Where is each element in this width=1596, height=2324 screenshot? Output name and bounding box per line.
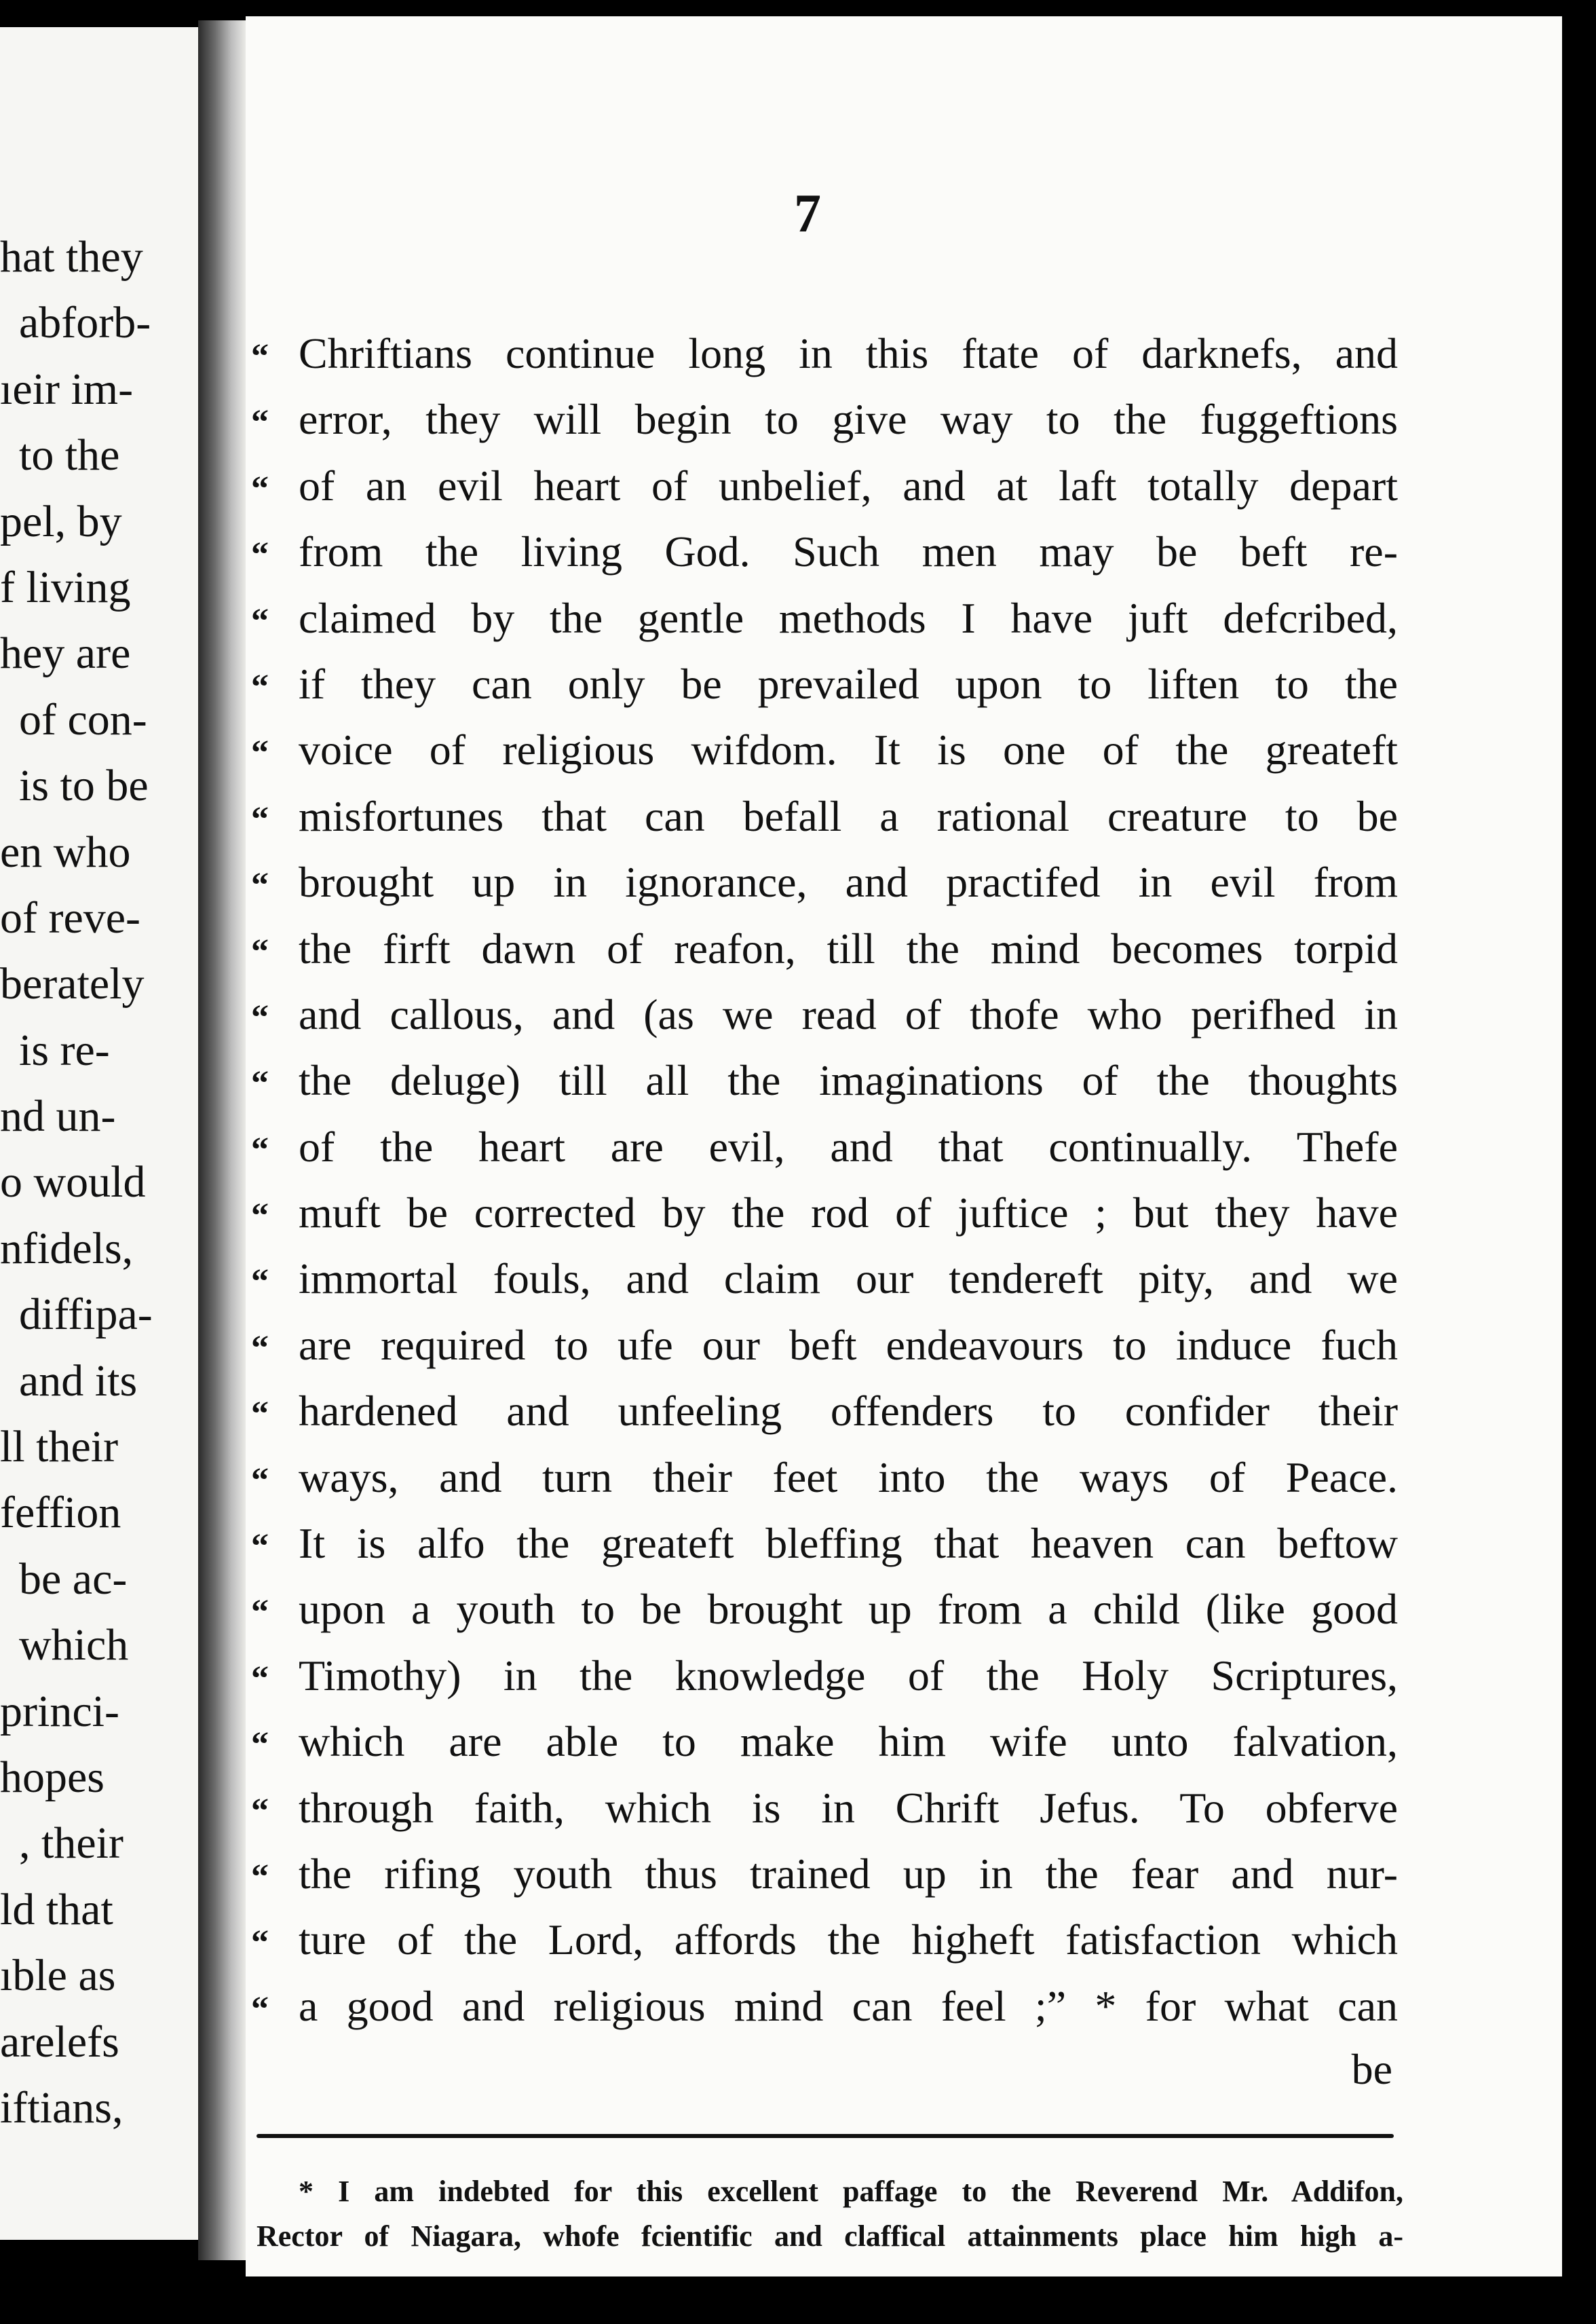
line-text: of an evil heart of unbelief, and at laft totally depart (299, 461, 1398, 510)
left-page-line: which (19, 1620, 129, 1670)
text-line (251, 1775, 1398, 1841)
text-line (251, 1841, 1398, 1907)
left-page-line: ıble as (0, 1951, 116, 2001)
line-text: hardened and unfeeling offenders to confider their (299, 1387, 1398, 1436)
left-page-line: of con- (19, 694, 147, 745)
text-line (251, 320, 1398, 386)
left-page-line: ll their (0, 1422, 119, 1472)
line-text: It is alfo the greateft bleffing that heaven can beftow (299, 1519, 1398, 1568)
left-page-line: abforb- (19, 298, 151, 348)
text-line (251, 717, 1398, 783)
quote-mark: “ (251, 1593, 269, 1632)
left-page-line: be ac- (19, 1554, 128, 1604)
left-page-line: o would (0, 1157, 146, 1207)
left-page-line: feffion (0, 1488, 121, 1538)
text-line (251, 1444, 1398, 1510)
left-page-line: en who (0, 827, 131, 877)
line-text: from the living God. Such men may be beft re- (299, 527, 1398, 576)
left-page-line: hey are (0, 629, 131, 679)
line-text: Chriftians continue long in this ftate of darknefs, and (299, 329, 1398, 377)
quote-mark: “ (251, 1461, 269, 1500)
left-page-line: is re- (19, 1025, 110, 1075)
text-line (251, 1378, 1398, 1444)
text-line (251, 981, 1398, 1047)
line-text: Timothy) in the knowledge of the Holy Scriptures, (299, 1651, 1398, 1700)
left-page-line: arelefs (0, 2017, 119, 2067)
footnote-rule (256, 2134, 1394, 2138)
quote-mark: “ (251, 1527, 269, 1567)
quote-mark: “ (251, 734, 269, 773)
left-page-line: f living (0, 562, 131, 612)
text-line (251, 585, 1398, 651)
line-text: error, they will begin to give way to the fuggeftions (299, 395, 1398, 444)
line-text: the deluge) till all the imaginations of the thoughts (299, 1056, 1398, 1105)
text-line (251, 1576, 1398, 1642)
quote-mark: “ (251, 1791, 269, 1831)
footnote-line: Rector of Niagara, whofe fcientific and claffical attainments place him high a- (256, 2219, 1403, 2253)
quote-mark: “ (251, 1989, 269, 2029)
left-page-line: hopes (0, 1752, 104, 1802)
left-page-line: diffipa- (19, 1290, 153, 1340)
page-number: 7 (794, 184, 821, 244)
book-gutter-shadow (198, 20, 246, 2260)
line-text: misfortunes that can befall a rational creature to be (299, 791, 1398, 840)
text-line (251, 453, 1398, 519)
text-line (251, 1245, 1398, 1311)
quote-mark: “ (251, 1725, 269, 1765)
quote-mark: “ (251, 1924, 269, 1963)
left-page-line: and its (19, 1355, 138, 1406)
line-text: through faith, which is in Chrift Jefus. To obferve (299, 1783, 1398, 1832)
line-text: ture of the Lord, affords the higheft fatisfaction which (299, 1915, 1398, 1964)
body-text (251, 320, 1398, 2039)
left-page-line: berately (0, 959, 145, 1009)
text-line (251, 849, 1398, 915)
catchword: be (1351, 2045, 1392, 2093)
line-text: are required to ufe our beft endeavours to induce fuch (299, 1320, 1398, 1369)
left-page-line: is to be (19, 761, 149, 811)
line-text: ways, and turn their feet into the ways of Peace. (299, 1452, 1398, 1501)
text-line (251, 1708, 1398, 1774)
quote-mark: “ (251, 337, 269, 376)
line-text: upon a youth to be brought up from a child (like good (299, 1585, 1398, 1634)
text-line (251, 916, 1398, 981)
text-line (251, 1907, 1398, 1972)
quote-mark: “ (251, 403, 269, 443)
left-page-line: of reve- (0, 893, 141, 943)
line-text: voice of religious wifdom. It is one of the greateft (299, 726, 1398, 774)
line-text: if they can only be prevailed upon to liften to the (299, 659, 1398, 708)
text-line (251, 783, 1398, 849)
line-text: a good and religious mind can feel ;” * for what can (299, 1981, 1398, 2030)
footnote-line: * I am indebted for this excellent paffage to the Reverend Mr. Addifon, (299, 2175, 1403, 2208)
left-page-line: ld that (0, 1884, 113, 1934)
quote-mark: “ (251, 536, 269, 575)
left-page-text (0, 224, 198, 2141)
left-page-line: to the (19, 430, 120, 481)
line-text: of the heart are evil, and that continually. Thefe (299, 1122, 1398, 1171)
quote-mark: “ (251, 1197, 269, 1236)
left-page-line: ıeir im- (0, 364, 134, 414)
left-page-edge (0, 27, 198, 2240)
footnote (256, 2169, 1403, 2259)
left-page-line: hat they (0, 232, 143, 282)
left-page-line: nfidels, (0, 1223, 134, 1273)
quote-mark: “ (251, 932, 269, 971)
quote-mark: “ (251, 800, 269, 839)
text-line (251, 651, 1398, 717)
text-line (251, 1047, 1398, 1113)
quote-mark: “ (251, 601, 269, 641)
line-text: muft be corrected by the rod of juftice ; but they have (299, 1188, 1398, 1237)
quote-mark: “ (251, 1857, 269, 1896)
quote-mark: “ (251, 866, 269, 905)
line-text: the firft dawn of reafon, till the mind becomes torpid (299, 924, 1398, 973)
line-text: claimed by the gentle methods I have juft defcribed, (299, 593, 1398, 642)
line-text: immortal fouls, and claim our tendereft pity, and we (299, 1254, 1398, 1303)
text-line (251, 1114, 1398, 1180)
line-text: and callous, and (as we read of thofe who perifhed in (299, 990, 1398, 1038)
left-page-line: princi- (0, 1686, 119, 1736)
text-line (251, 1312, 1398, 1378)
text-line (251, 1643, 1398, 1708)
quote-mark: “ (251, 1328, 269, 1368)
left-page-line: nd un- (0, 1091, 116, 1142)
line-text: brought up in ignorance, and practifed in evil from (299, 858, 1398, 907)
quote-mark: “ (251, 1262, 269, 1302)
quote-mark: “ (251, 1659, 269, 1698)
text-line (251, 1180, 1398, 1245)
left-page-line: pel, by (0, 496, 122, 546)
text-line (251, 519, 1398, 584)
quote-mark: “ (251, 469, 269, 508)
quote-mark: “ (251, 998, 269, 1037)
line-text: the rifing youth thus trained up in the fear and nur- (299, 1849, 1398, 1898)
line-text: which are able to make him wife unto falvation, (299, 1717, 1398, 1766)
text-line (251, 386, 1398, 452)
text-line (251, 1510, 1398, 1576)
quote-mark: “ (251, 667, 269, 707)
text-line (251, 1973, 1398, 2039)
quote-mark: “ (251, 1395, 269, 1434)
left-page-line: iftians, (0, 2082, 124, 2133)
left-page-line: , their (19, 1818, 124, 1869)
quote-mark: “ (251, 1130, 269, 1169)
quote-mark: “ (251, 1064, 269, 1104)
